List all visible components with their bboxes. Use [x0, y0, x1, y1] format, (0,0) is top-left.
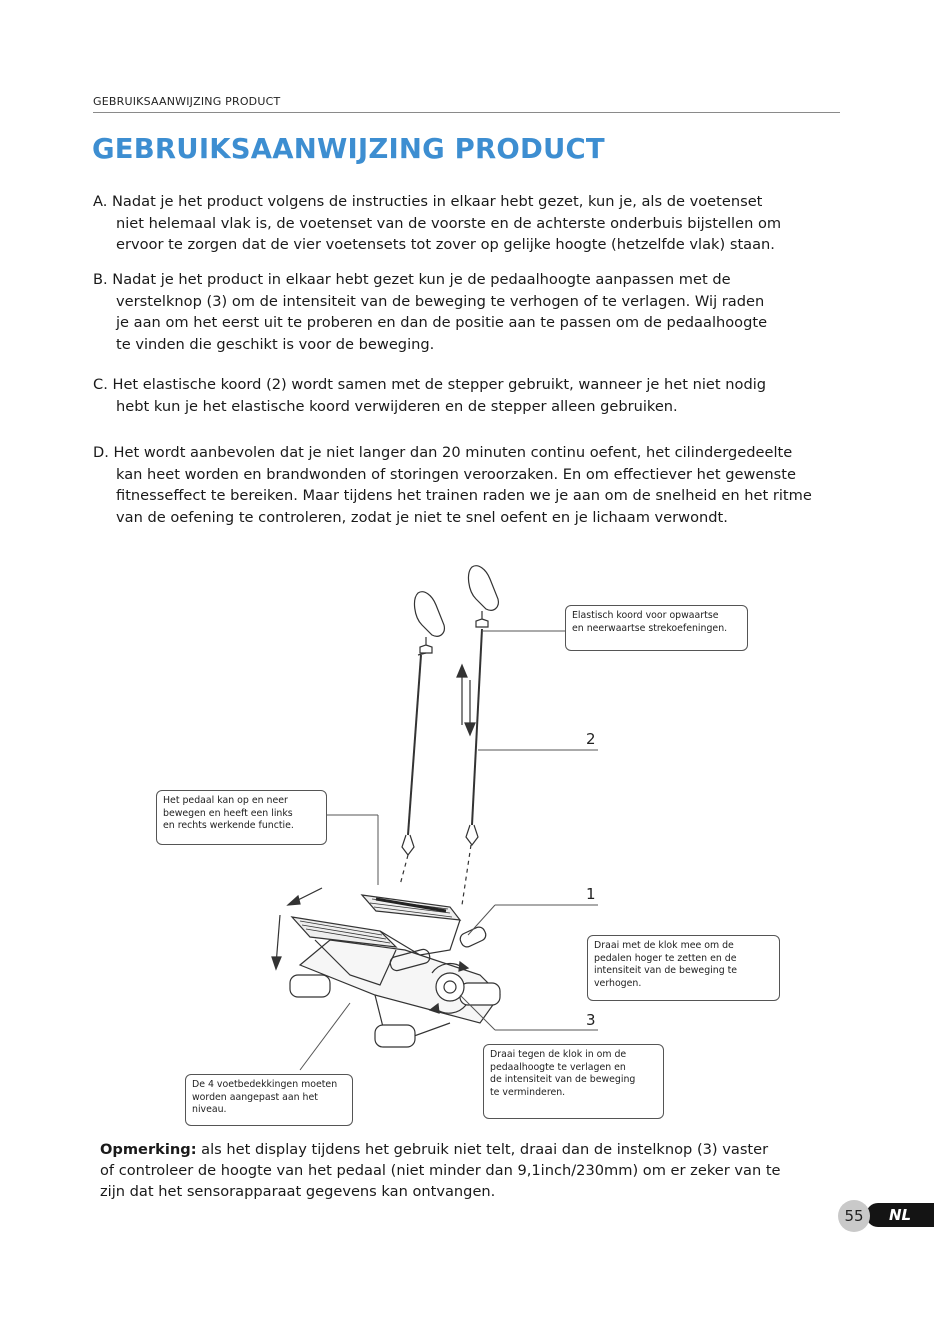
- page-title: GEBRUIKSAANWIJZING PRODUCT: [92, 133, 605, 165]
- stepper-diagram: [150, 555, 790, 1130]
- part-number-cord: 2: [586, 730, 596, 748]
- callout-line: te verminderen.: [490, 1086, 566, 1098]
- callout-line: Draai tegen de klok in om de: [490, 1049, 627, 1060]
- paragraph-line: te vinden die geschikt is voor de beweging.: [116, 335, 435, 353]
- callout-line: Het pedaal kan op en neer: [163, 795, 288, 806]
- paragraph-line: je aan om het eerst uit te proberen en dan de positie aan te passen om de pedaalhoogte: [116, 314, 768, 331]
- note-text: als het display tijdens het gebruik niet telt, draai dan de instelknop (3) vaster: [196, 1141, 769, 1158]
- callout-line: en neerwaartse strekoefeningen.: [572, 622, 728, 634]
- paragraph-line: D. Het wordt aanbevolen dat je niet langer dan 20 minuten continu oefent, het cilindergedeelte: [93, 444, 793, 461]
- paragraph-a: [93, 191, 893, 256]
- paragraph-c: [93, 374, 893, 417]
- paragraph-line: van de oefening te controleren, zodat je niet te snel oefent en je lichaam verwondt.: [116, 508, 728, 526]
- paragraph-line: verstelknop (3) om de intensiteit van de beweging te verhogen of te verlagen. Wij raden: [116, 292, 765, 310]
- note-label: Opmerking:: [100, 1141, 197, 1158]
- callout-line: de intensiteit van de beweging: [490, 1074, 636, 1085]
- note-line: of controleer de hoogte van het pedaal (niet minder dan 9,1inch/230mm) om er zeker van te: [100, 1162, 781, 1179]
- paragraph-line: kan heet worden en brandwonden of storingen veroorzaken. En om effectiever het gewenste: [116, 465, 796, 483]
- part-number-pedal: 1: [586, 885, 596, 903]
- language-tag: NL: [866, 1203, 934, 1227]
- callout-line: niveau.: [192, 1104, 227, 1115]
- callout-line: Elastisch koord voor opwaartse: [572, 610, 719, 621]
- page-number-badge: 55: [838, 1200, 870, 1232]
- callout-line: verhogen.: [594, 977, 642, 989]
- callout-line: pedaalhoogte te verlagen en: [490, 1061, 626, 1073]
- paragraph-d: [93, 442, 893, 528]
- note-line: [100, 1139, 890, 1160]
- paragraph-line: niet helemaal vlak is, de voetenset van de voorste en de achterste onderbuis bijstellen om: [116, 214, 782, 232]
- paragraph-line: A. Nadat je het product volgens de instructies in elkaar hebt gezet, kun je, als de voetenset: [93, 193, 763, 210]
- callout-clockwise: [587, 935, 780, 1001]
- callout-feet: [185, 1074, 353, 1126]
- callout-pedal: [156, 790, 327, 845]
- callout-line: intensiteit van de beweging te: [594, 965, 738, 976]
- running-header: GEBRUIKSAANWIJZING PRODUCT: [93, 95, 281, 108]
- callout-line: bewegen en heeft een links: [163, 807, 293, 819]
- paragraph-line: fitnesseffect te bereiken. Maar tijdens het trainen raden we je aan om de snelheid en het ritme: [116, 487, 812, 504]
- paragraph-line: ervoor te zorgen dat de vier voetensets tot zover op gelijke hoogte (hetzelfde vlak) staan.: [116, 236, 775, 253]
- callout-line: Draai met de klok mee om de: [594, 940, 734, 951]
- note-line: zijn dat het sensorapparaat gegevens kan ontvangen.: [100, 1183, 496, 1200]
- paragraph-b: [93, 269, 893, 355]
- callout-line: worden aangepast aan het: [192, 1091, 318, 1103]
- paragraph-line: C. Het elastische koord (2) wordt samen met de stepper gebruikt, wanneer je het niet nodig: [93, 376, 767, 393]
- callout-line: pedalen hoger te zetten en de: [594, 952, 737, 964]
- note: [100, 1139, 890, 1202]
- callout-line: en rechts werkende functie.: [163, 820, 294, 831]
- paragraph-line: B. Nadat je het product in elkaar hebt gezet kun je de pedaalhoogte aanpassen met de: [93, 271, 731, 288]
- callout-line: De 4 voetbedekkingen moeten: [192, 1079, 338, 1090]
- header-rule: [93, 112, 840, 113]
- callout-elastic-cord: [565, 605, 748, 651]
- paragraph-line: hebt kun je het elastische koord verwijderen en de stepper alleen gebruiken.: [116, 397, 678, 415]
- callout-counterclockwise: [483, 1044, 664, 1119]
- part-number-knob: 3: [586, 1011, 596, 1029]
